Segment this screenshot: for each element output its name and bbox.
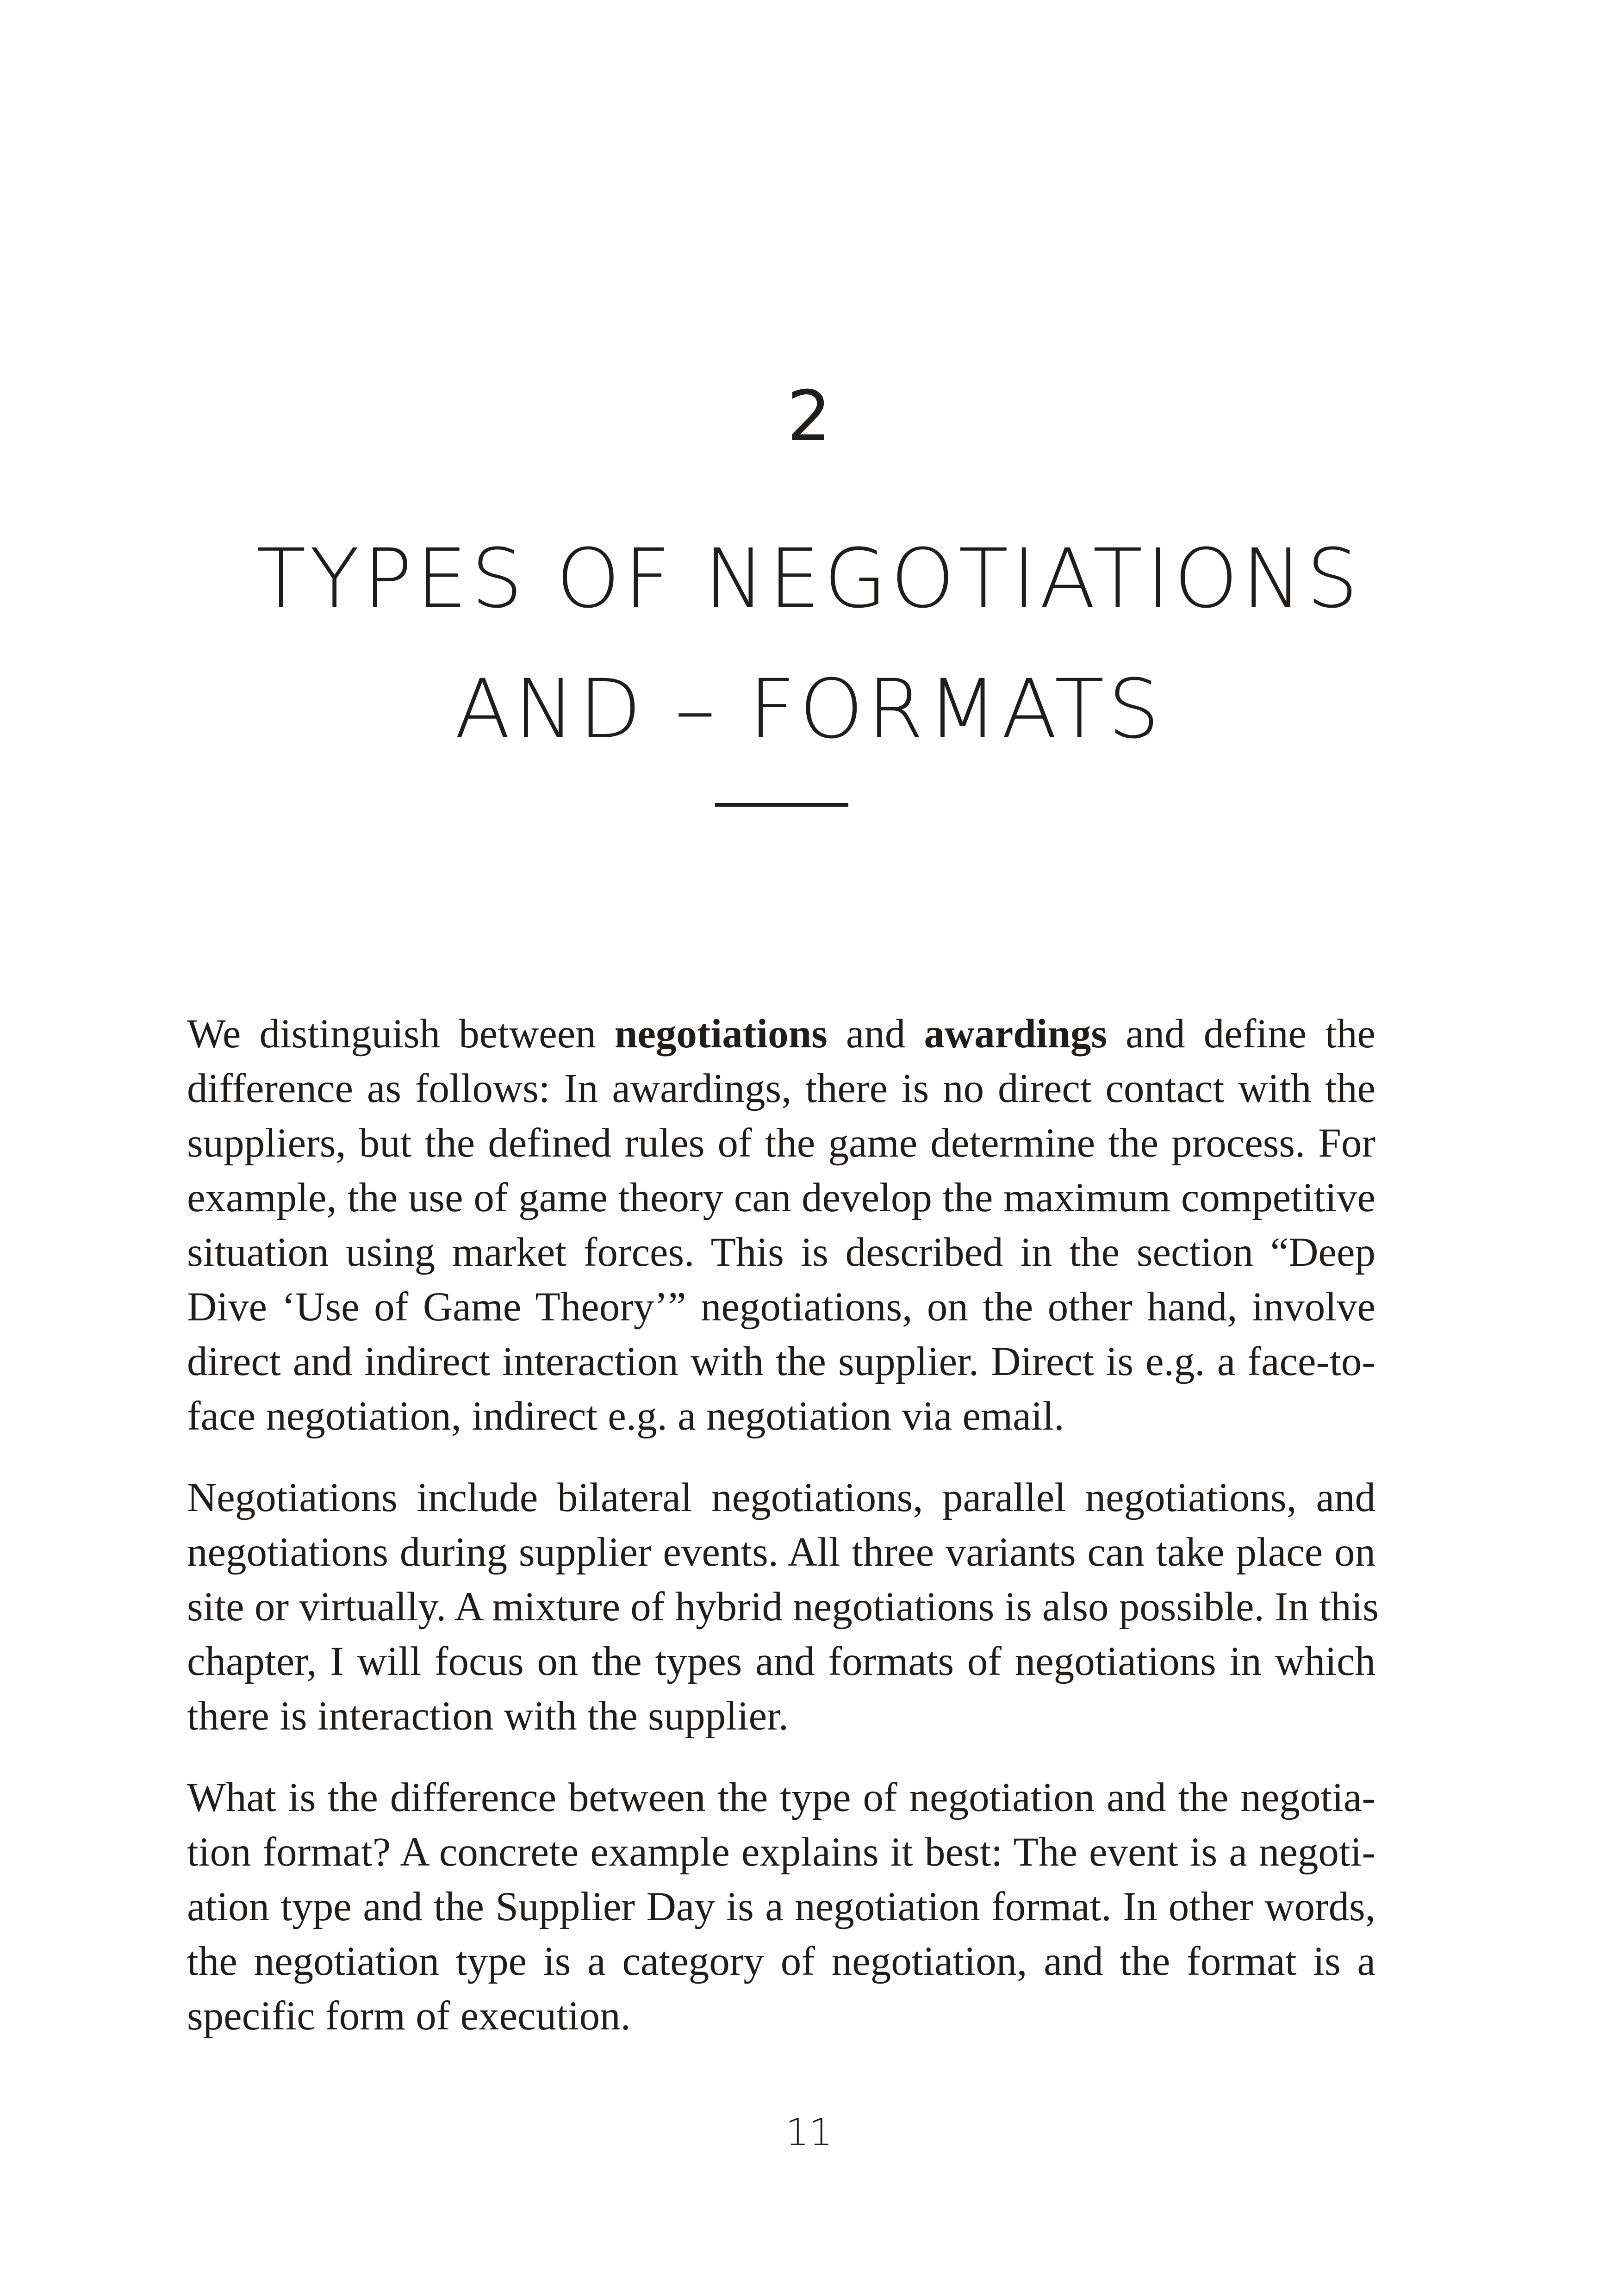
bold-term-negotiations: negotiations — [614, 1011, 828, 1057]
title-divider-rule — [715, 803, 848, 807]
paragraph-line: direct and indirect interaction with the supplier. Direct is e.g. a face-to- — [187, 1339, 1375, 1384]
paragraph-line: face negotiation, indirect e.g. a negotiation via email. — [187, 1394, 1064, 1439]
paragraph-line: ation type and the Supplier Day is a negotiation format. In other words, — [187, 1884, 1375, 1929]
paragraph-line: site or virtually. A mixture of hybrid negotiations is also possible. In this — [187, 1584, 1379, 1630]
paragraph-line: there is interaction with the supplier. — [187, 1693, 789, 1739]
text-run: and define the — [1107, 1011, 1375, 1057]
chapter-title — [0, 514, 1618, 775]
bold-term-awardings: awardings — [924, 1011, 1108, 1057]
paragraph-2 — [187, 1470, 1379, 1743]
paragraph-line — [187, 1007, 1375, 1061]
paragraph-line: example, the use of game theory can develop the maximum competitive — [187, 1175, 1375, 1220]
text-run: and — [827, 1011, 924, 1057]
chapter-number: 2 — [787, 376, 831, 457]
paragraph-line: Dive ‘Use of Game Theory’” negotiations, on the other hand, involve — [187, 1284, 1375, 1330]
paragraph-line: negotiations during supplier events. All three variants can take place on — [187, 1530, 1375, 1575]
chapter-title-line-1: TYPES OF NEGOTIATIONS — [256, 531, 1362, 626]
body-text — [187, 1007, 1379, 2070]
paragraph-line: difference as follows: In awardings, there is no direct contact with the — [187, 1066, 1375, 1111]
paragraph-line: chapter, I will focus on the types and formats of negotiations in which — [187, 1639, 1375, 1684]
paragraph-3 — [187, 1770, 1375, 2043]
paragraph-line: the negotiation type is a category of negotiation, and the format is a — [187, 1939, 1375, 1984]
paragraph-line: situation using market forces. This is described in the section “Deep — [187, 1230, 1375, 1275]
paragraph-1 — [187, 1007, 1375, 1444]
page-number: 11 — [785, 2111, 833, 2154]
paragraph-line: suppliers, but the defined rules of the game determine the process. For — [187, 1120, 1375, 1166]
text-run: We distinguish between — [187, 1011, 615, 1057]
paragraph-line: Negotiations include bilateral negotiations, parallel negotiations, and — [187, 1475, 1375, 1520]
paragraph-line: tion format? A concrete example explains it best: The event is a negoti- — [187, 1829, 1375, 1875]
chapter-title-line-2: AND – FORMATS — [454, 662, 1164, 757]
paragraph-line: specific form of execution. — [187, 1993, 631, 2039]
paragraph-line: What is the difference between the type of negotiation and the negotia- — [187, 1775, 1375, 1820]
